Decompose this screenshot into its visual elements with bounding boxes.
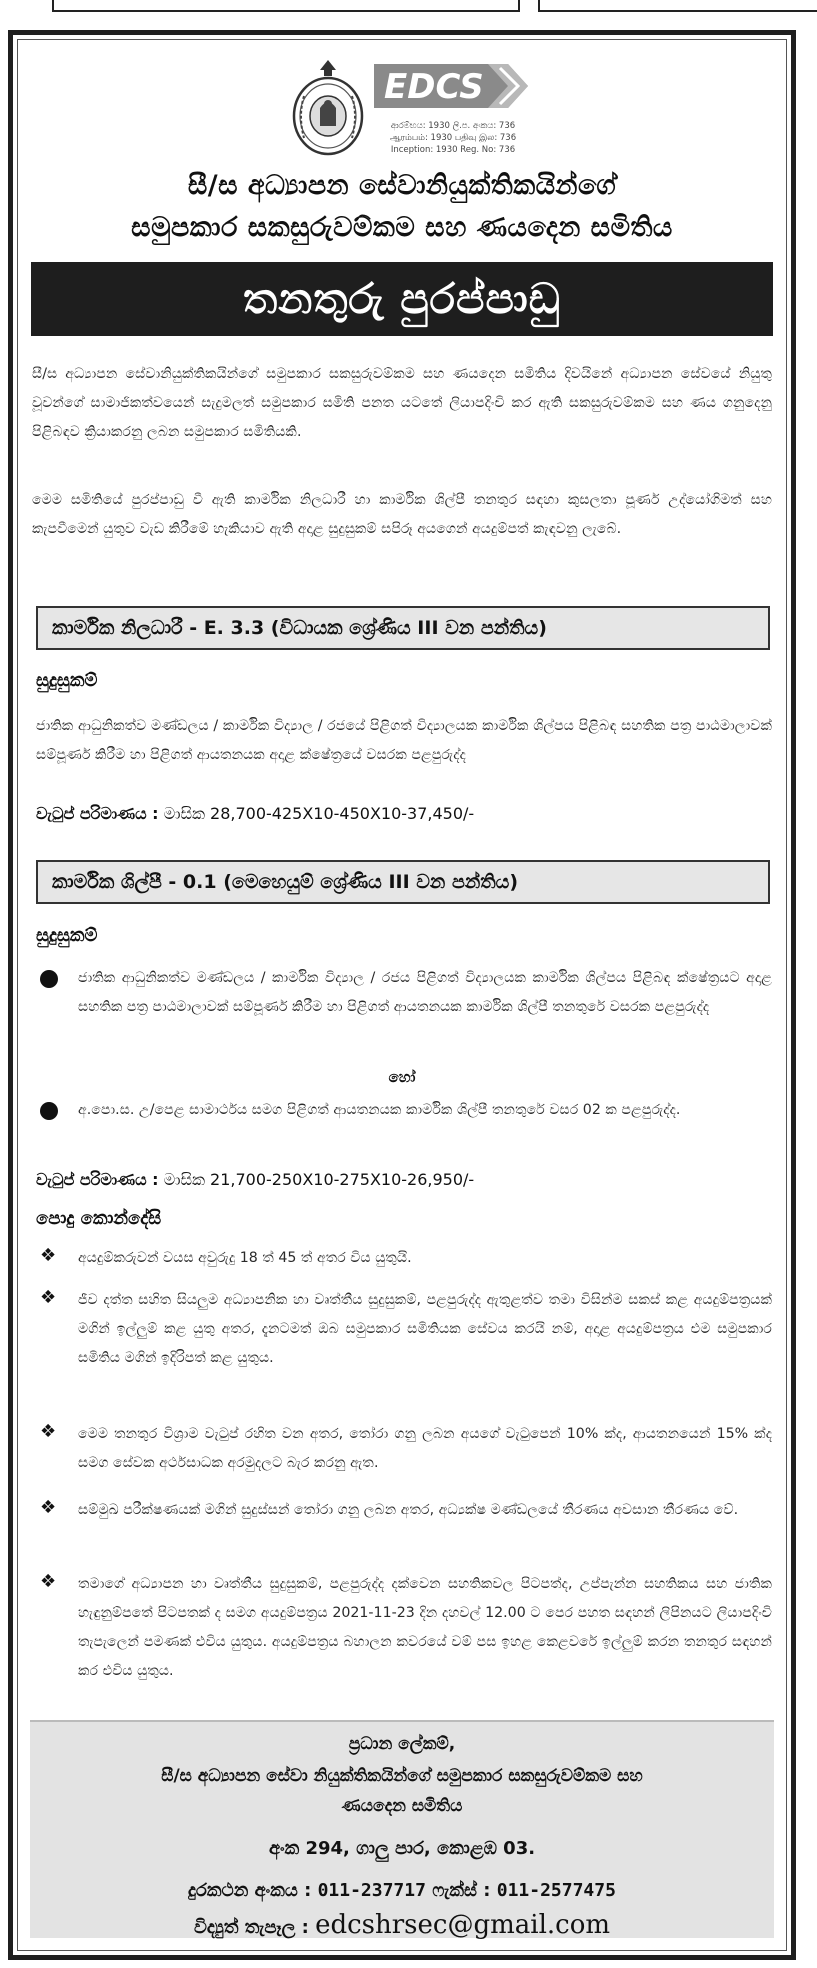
- logo-block: [286, 52, 546, 164]
- edcs-logo-text: EDCS: [384, 67, 484, 107]
- fax-label: ෆැක්ස් :: [432, 1880, 491, 1901]
- general-conditions-heading: පොදු කොන්දේසි: [36, 1208, 162, 1229]
- position-2-salary: [36, 1170, 474, 1190]
- position-2-qualification-text: ජාතික ආධුනිකත්ව මණ්ඩලය / කාර්මික විද්‍යාල / රජය පිළිගත් විද්‍යාලයක කාර්මික ශිල්පය පිළිබඳ ක්ෂේත්‍රයට අදාළ සහතික පත්‍ර පාඨමාලාවක් සම්පූර්ණ කිරීම හා පිළිගත් ආයතනයක කාර්මික ශිල්පී තනතුරේ වසරක පළපුරුද්ද: [78, 970, 772, 1015]
- diamond-bullet-icon: ❖: [40, 1287, 57, 1308]
- footer-role: ප්‍රධාන ලේකම්,: [348, 1734, 456, 1754]
- general-condition-text: අයදුම්කරුවන් වයස අවුරුදු 18 ත් 45 ත් අතර විය යුතුයි.: [78, 1250, 412, 1266]
- inception-english: Inception: 1930 Reg. No: 736: [390, 145, 516, 155]
- footer-email: [30, 1910, 774, 1940]
- clipped-box-left: [52, 0, 520, 12]
- org-name-line-2: සමුපකාර සකසුරුවම්කම සහ ණයදෙන සමිතිය: [131, 212, 673, 243]
- position-2-salary-label: වැටුප් පරිමාණය :: [36, 1170, 159, 1189]
- clipped-previous-ad: [0, 0, 817, 22]
- general-condition-text: සම්මුඛ පරීක්ෂණයක් මගින් සුදුස්සන් තෝරා ගනු ලබන අතර, අධ්‍යක්ෂ මණ්ඩලයේ තීරණය අවසාන තීරණය වේ.: [78, 1502, 739, 1518]
- intro-paragraph-1: සී/ස අධ්‍යාපන සේවානියුක්තිකයින්ගේ සමුපකාර සකසුරුවම්කම සහ ණයදෙන සමිතිය දිවයිනේ අධ්‍යාපන සේවයේ නියුතු වූවන්ගේ සාමාජිකත්වයෙන් සැදුමලත් සමුපකාර සමිති පනත යටතේ ලියාපදිංචි කර ඇති සකසුරුවම්කම සහ ණය ගනුදෙනු පිළිබඳව ක්‍රියාකරනු ලබන සමුපකාර සමිතියකි.: [32, 366, 772, 440]
- clipped-box-right: [538, 0, 817, 12]
- edcs-logo-icon: [368, 58, 534, 114]
- phone-label: දුරකථන අංකය :: [188, 1880, 312, 1901]
- position-2-salary-value: මාසික 21,700-250X10-275X10-26,950/-: [163, 1170, 475, 1189]
- general-condition-item: [36, 1420, 772, 1482]
- footer-org-line-1: සී/ස අධ්‍යාපන සේවා නියුක්තිකයින්ගේ සමුපකාර සකසුරුවම්කම සහ: [161, 1766, 643, 1786]
- position-1-title: කාර්මික නිලධාරී - E. 3.3 (විධායක ශ්‍රේණිය III වන පන්තිය): [36, 606, 770, 650]
- inception-tamil: ஆரம்பம்: 1930 பதிவு இல: 736: [389, 133, 517, 143]
- footer-org-line-2: ණයදෙන සමිතිය: [341, 1796, 463, 1816]
- contact-footer: [30, 1720, 774, 1938]
- position-2-qualification-item: [36, 1096, 772, 1158]
- general-condition-text: තමාගේ අධ්‍යාපන හා වෘත්තීය සුදුසුකම්, පළපුරුද්ද දක්වෙන සහතිකවල පිටපත්ද, උප්පැන්න සහතිකය සහ ජාතික හැඳුනුම්පතේ පිටපතක් ද සමග අයදුම්පත්‍රය 2021-11-23 දින දහවල් 12.00 ට පෙර පහත සඳහන් ලිපිනයට ලියාපදිංචි තැපැලෙන් පමණක් එවිය යුතුය. අයදුම්පත්‍රය බහාලන කවරයේ වම් පස ඉහළ කෙළවරේ ඉල්ලුම් කරන තනතුර සඳහන් කර එවිය යුතුය.: [78, 1576, 772, 1679]
- fax-number: 011-2577475: [496, 1880, 616, 1901]
- inception-lines: [358, 120, 548, 156]
- intro-paragraph-2: මෙම සමිතියේ පුරප්පාඩු වී ඇති කාර්මික නිලධාරී හා කාර්මික ශිල්පී තනතුර සඳහා කුසලතා පූර්ණ උද්යෝගිමත් සහ කැපවීමෙන් යුතුව වැඩ කිරීමේ හැකියාව ඇති අදාළ සුදුසුකම් සපිරූ අයගෙන් අයදුම්පත් කැඳවනු ලැබේ.: [32, 492, 772, 537]
- general-condition-text: මෙම තනතුර විශ්‍රාම වැටුප් රහිත වන අතර, තෝරා ගනු ලබන අයගේ වැටුපෙන් 10% ක්ද, ආයතනයෙන් 15% ක්ද සමග සේවක අර්ථසාධක අරමුදලට බැර කරනු ඇත.: [78, 1426, 772, 1471]
- footer-address: අංක 294, ගාලු පාර, කොළඹ 03.: [268, 1838, 536, 1859]
- email-address: edcshrsec@gmail.com: [315, 1910, 611, 1940]
- position-2-qualification-item: [36, 964, 772, 1064]
- position-2-title: කාර්මික ශිල්පී - 0.1 (මෙහෙයුම් ශ්‍රේණිය III වන පන්තිය): [36, 860, 770, 904]
- general-condition-item: [36, 1570, 772, 1720]
- position-1-qualifications-text: ජාතික ආධුනිකත්ව මණ්ඩලය / කාර්මික විද්‍යාල / රජයේ පිළිගත් විද්‍යාලයක කාර්මික ශිල්පය පිළිබඳ සහතික පත්‍ර පාඨමාලාවක් සම්පූර්ණ කිරීම හා පිළිගත් ආයතනයක අදාළ ක්ෂේත්‍රයේ වසරක පළපුරුද්ද: [36, 718, 772, 763]
- diamond-bullet-icon: ❖: [40, 1571, 57, 1592]
- general-condition-item: [36, 1496, 772, 1558]
- phone-number: 011-237717: [317, 1880, 426, 1901]
- society-emblem-icon: [290, 56, 366, 156]
- advertisement-inner-border: [17, 39, 787, 1951]
- position-2-qualifications-heading: සුදුසුකම්: [36, 925, 98, 946]
- diamond-bullet-icon: ❖: [40, 1245, 57, 1266]
- position-1-qualifications-heading: සුදුසුකම්: [36, 670, 98, 691]
- inception-sinhala: ආරම්භය: 1930 ලි.ප. අංකය: 736: [390, 121, 516, 131]
- email-label: විද්‍යුත් තැපෑල :: [193, 1917, 309, 1938]
- bullet-dot-icon: [40, 1102, 58, 1120]
- or-separator: හෝ: [388, 1068, 416, 1086]
- org-name-line-1: සී/ස අධ්‍යාපන සේවානියුක්තිකයින්ගේ: [187, 170, 617, 201]
- position-1-salary-value: මාසික 28,700-425X10-450X10-37,450/-: [163, 804, 475, 823]
- footer-phone-fax: [30, 1880, 774, 1901]
- position-2-qualification-text: අ.පො.ස. උ/පෙළ සාමාර්ථය සමග පිළිගත් ආයතනයක කාර්මික ශිල්පී තනතුරේ වසර 02 ක පළපුරුද්ද.: [78, 1102, 681, 1118]
- advertisement-frame: [8, 30, 796, 1960]
- diamond-bullet-icon: ❖: [40, 1497, 57, 1518]
- diamond-bullet-icon: ❖: [40, 1421, 57, 1442]
- general-condition-item: [36, 1286, 772, 1406]
- general-condition-text: ජීව දත්ත සහිත සියලුම අධ්‍යාපනික හා වෘත්තීය සුදුසුකම්, පළපුරුද්ද ඇතුළත්ව තමා විසින්ම සකස් කළ අයදුම්පත්‍රයක් මගින් ඉල්ලුම් කළ යුතු අතර, දැනටමත් ඔබ සමුපකාර සමිතියක සේවය කරයි නම්, අදාළ අයදුම්පත්‍රය එම සමුපකාර සමිතිය මගින් ඉදිරිපත් කළ යුතුය.: [78, 1292, 772, 1366]
- general-condition-item: [36, 1244, 772, 1276]
- bullet-dot-icon: [40, 970, 58, 988]
- vacancies-banner: තනතුරු පුරප්පාඩු: [31, 262, 773, 336]
- position-1-salary: [36, 804, 474, 824]
- position-1-salary-label: වැටුප් පරිමාණය :: [36, 804, 159, 823]
